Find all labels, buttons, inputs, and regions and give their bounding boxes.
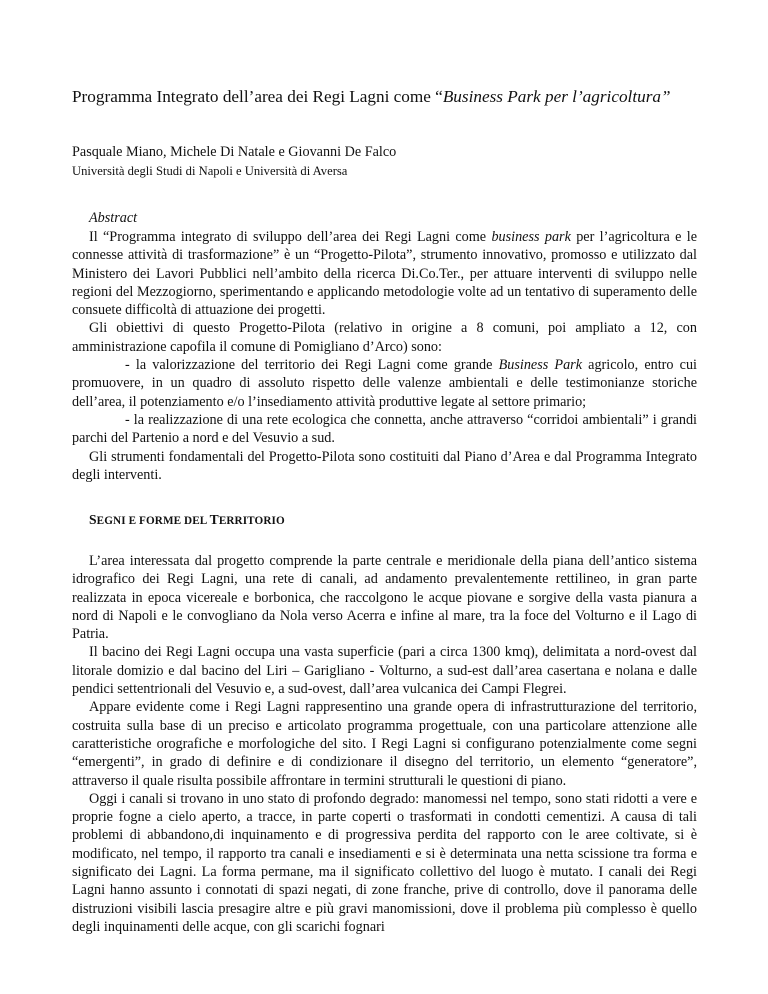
authors: Pasquale Miano, Michele Di Natale e Giovanni De Falco — [72, 144, 397, 160]
abstract-paragraph-4: - la realizzazione di una rete ecologica che connetta, anche attraverso “corridoi ambientali” i grandi parchi del Partenio a nord e del Vesuvio a sud. — [72, 411, 697, 447]
section-rest-2: ERRITORIO — [218, 515, 285, 527]
abstract-p3-text-a: - la valorizzazione del territorio dei Regi Lagni come grande — [125, 357, 499, 374]
abstract-paragraph-1 — [72, 228, 697, 319]
section-heading — [89, 513, 285, 528]
abstract-body — [72, 228, 697, 484]
body-paragraph-1: L’area interessata dal progetto comprende la parte centrale e meridionale della piana dell’antico sistema idrografico dei Regi Lagni, una rete di canali, ad andamento prevalentemente rettilineo, in gran parte realizzata in epoca vicereale e borbonica, che raccolgono le acque piovane e sorgive della vasta pianura a nord di Napoli e le convogliano da Nola verso Acerra e infine al mare, tra la foce del Volturno e il Lago di Patria. — [72, 553, 697, 643]
title-italic: Business Park per l’agricoltura” — [442, 87, 671, 106]
section-rest-1: EGNI E FORME DEL — [96, 515, 210, 527]
title-main: Programma Integrato dell’area dei Regi Lagni come “ — [72, 87, 443, 106]
section-cap-2: T — [209, 512, 219, 527]
body-paragraph-4: Oggi i canali si trovano in uno stato di profondo degrado: manomessi nel tempo, sono stati ridotti a vere e proprie fogne a cielo aperto, a tracce, in parte coperti o trasformati in condotti cementizi. A causa di tali problemi di abbandono,di inquinamento e di progressiva perdita del rapporto con le aree coltivate, si è modificato, nel tempo, il rapporto tra canali e insediamenti e si è determinata una netta scissione tra forma e significato dei Lagni. La forma permane, ma il significato collettivo del luogo è mutato. I canali dei Regi Lagni hanno assunto i connotati di spazi negati, di zone franche, prive di controllo, dove il panorama delle distruzioni visibili lascia presagire altre e più gravi manomissioni, dove il problema più complesso è quello degli inquinamenti delle acque, con gli scarichi fognari — [72, 790, 697, 935]
abstract-heading: Abstract — [89, 210, 138, 226]
affiliation: Università degli Studi di Napoli e Università di Aversa — [72, 164, 348, 178]
abstract-p1-text-a: Il “Programma integrato di sviluppo dell’area dei Regi Lagni come — [89, 229, 492, 245]
body-paragraph-2: Il bacino dei Regi Lagni occupa una vasta superficie (pari a circa 1300 kmq), delimitata a nord-ovest dal litorale domizio e dal bacino del Liri – Garigliano - Volturno, a sud-est dall’area casertana e nolana e dalle pendici settentrionali del Vesuvio e, a sud-ovest, dall’area vulcanica dei Campi Flegrei. — [72, 644, 697, 698]
abstract-p1-italic: business park — [491, 229, 571, 245]
section-cap-1: S — [89, 512, 97, 527]
abstract-paragraph-2: Gli obiettivi di questo Progetto-Pilota (relativo in origine a 8 comuni, poi ampliato a 12, con amministrazione capofila il comune di Pomigliano d’Arco) sono: — [72, 320, 697, 355]
abstract-paragraph-3 — [72, 356, 697, 411]
abstract-p1-text-b: per l’agricoltura e le connesse attività di trasformazione” è un “Progetto-Pilota”, strumento innovativo, promosso e utilizzato dal Ministero dei Lavori Pubblici nell’ambito della ricerca Di.Co.Ter., per attuare interventi di sviluppo nelle regioni del Mezzogiorno, sperimentando e applicando metodologie volte ad un tentativo di superamento delle consuete difficoltà di attuazione dei progetti. — [72, 229, 697, 319]
abstract-p3-italic: Business Park — [498, 357, 582, 374]
section-body — [72, 552, 697, 936]
body-paragraph-3: Appare evidente come i Regi Lagni rappresentino una grande opera di infrastrutturazione del territorio, costruita sulla base di un preciso e articolato programma progettuale, con una particolare attenzione alle caratteristiche orografiche e morfologiche del sito. I Regi Lagni si configurano potenzialmente come segni “emergenti”, in grado di definire e di condizionare il disegno del territorio, un elemento “generatore”, attraverso il quale risulta possibile affrontare in termini strutturali le questioni di piano. — [72, 699, 697, 789]
abstract-p3-text-b: agricolo, entro cui promuovere, in un quadro di assoluto rispetto delle valenze ambientali e delle testimonianze storiche dell’area, il potenziamento e/o l’insediamento attività produttive legate al settore primario; — [72, 357, 697, 410]
document-title — [72, 87, 712, 107]
abstract-paragraph-5: Gli strumenti fondamentali del Progetto-Pilota sono costituiti dal Piano d’Area e dal Programma Integrato degli interventi. — [72, 448, 697, 483]
